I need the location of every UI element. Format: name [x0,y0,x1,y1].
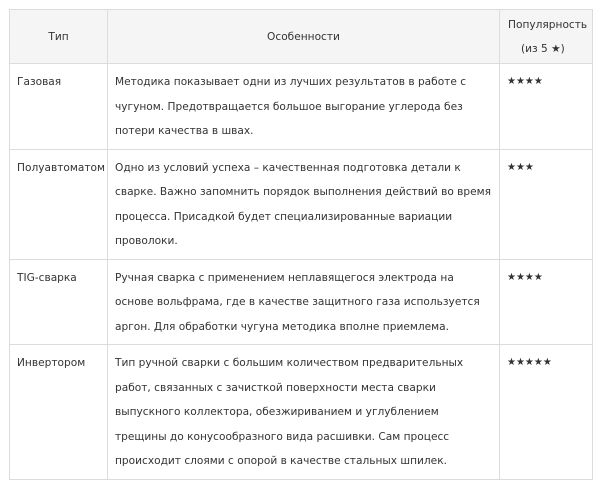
welding-types-table [9,9,593,480]
table-row [10,64,593,150]
header-popularity-label: Популярность [508,18,588,31]
cell-features: Ручная сварка с применением неплавящегося электрода на основе вольфрама, где в качестве защитного газа используется аргон. Для обработки чугуна методика вполне приемлема. [108,259,500,345]
cell-stars: ★★★ [500,149,593,259]
header-popularity-sub: (из 5 ★) [521,43,565,55]
cell-stars: ★★★★ [500,64,593,150]
cell-type: Газовая [10,64,108,150]
header-popularity [500,10,593,64]
table-row [10,259,593,345]
header-type: Тип [10,10,108,64]
cell-type: TIG-сварка [10,259,108,345]
header-features: Особенности [108,10,500,64]
cell-features: Тип ручной сварки с большим количеством предварительных работ, связанных с зачисткой поверхности места сварки выпускного коллектора, обезжириванием и углублением трещины до конусообразного вида расшивки. Сам процесс происходит слоями с опорой в качестве стальных шпилек. [108,345,500,480]
table-row [10,345,593,480]
cell-stars: ★★★★★ [500,345,593,480]
cell-type: Инвертором [10,345,108,480]
table-body [10,64,593,480]
cell-features: Одно из условий успеха – качественная подготовка детали к сварке. Важно запомнить порядок выполнения действий во время процесса. Присадкой будет специализированные вариации проволоки. [108,149,500,259]
table-header [10,10,593,64]
cell-type: Полуавтоматом [10,149,108,259]
header-row [10,10,593,64]
cell-stars: ★★★★ [500,259,593,345]
cell-features: Методика показывает одни из лучших результатов в работе с чугуном. Предотвращается большое выгорание углерода без потери качества в швах. [108,64,500,150]
table-row [10,149,593,259]
